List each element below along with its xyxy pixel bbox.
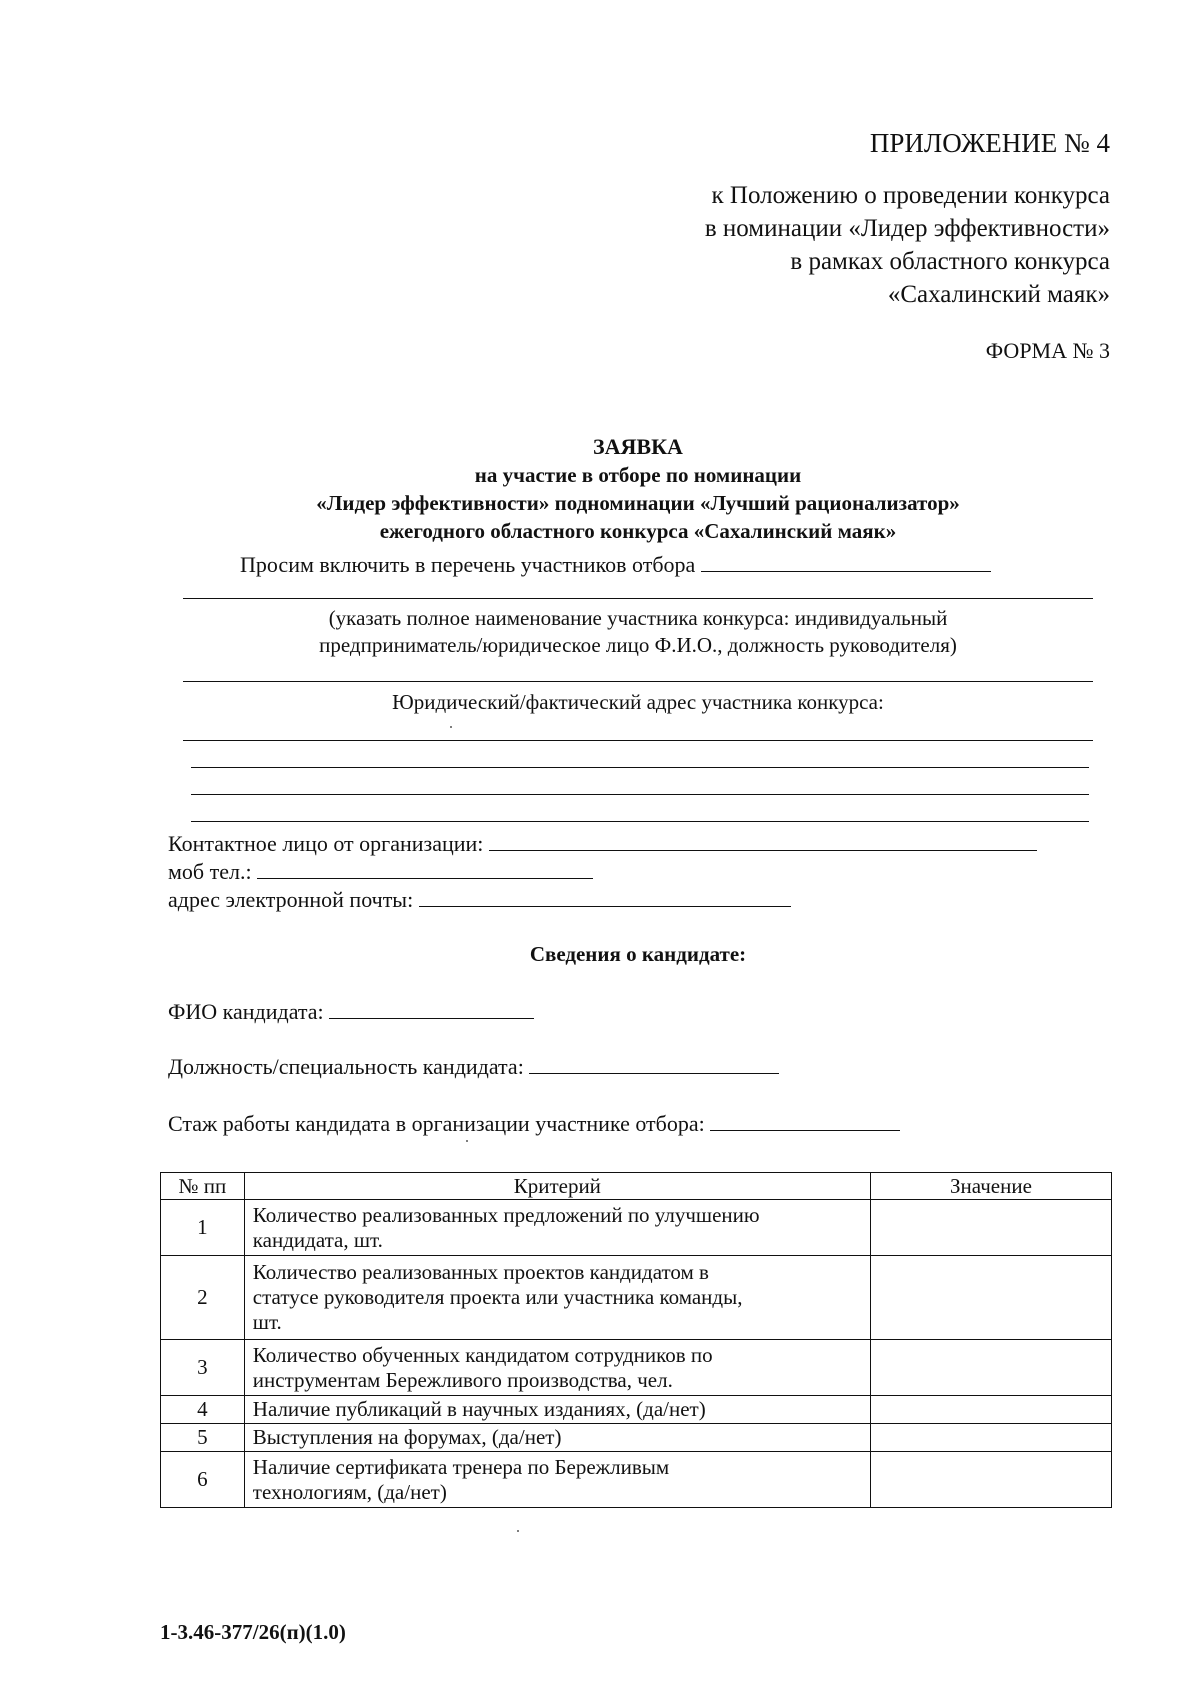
table-row — [161, 1452, 1112, 1508]
email-label: адрес электронной почты: — [168, 887, 414, 912]
appendix-line-2: в номинации «Лидер эффективности» — [704, 215, 1110, 242]
hint-line-2: предприниматель/юридическое лицо Ф.И.О., должность руководителя) — [319, 633, 957, 657]
appendix-line-3: в рамках областного конкурса — [790, 248, 1110, 275]
mobile-row — [168, 856, 593, 885]
email-field[interactable] — [419, 884, 791, 907]
appendix-line-4: «Сахалинский маяк» — [887, 281, 1110, 308]
criterion-line: Выступления на форумах, (да/нет) — [252, 1425, 562, 1449]
table-row — [161, 1396, 1112, 1424]
header-value: Значение — [870, 1173, 1111, 1200]
scan-speck — [450, 726, 452, 728]
request-line — [240, 549, 991, 578]
row-value-cell[interactable] — [870, 1200, 1111, 1256]
row-criterion — [244, 1424, 870, 1452]
candidate-name-field[interactable] — [329, 996, 534, 1019]
row-value-cell[interactable] — [870, 1452, 1111, 1508]
row-criterion — [244, 1340, 870, 1396]
table-header-row — [161, 1173, 1112, 1200]
candidate-experience-row — [168, 1108, 900, 1137]
table-row — [161, 1424, 1112, 1452]
email-row — [168, 884, 791, 913]
candidate-position-field[interactable] — [529, 1051, 779, 1074]
candidate-experience-field[interactable] — [710, 1108, 900, 1131]
candidate-section-title: Сведения о кандидате: — [529, 942, 747, 966]
candidate-name-row — [168, 996, 534, 1025]
table-row — [161, 1256, 1112, 1340]
contact-person-row — [168, 828, 1037, 857]
row-value-cell[interactable] — [870, 1424, 1111, 1452]
row-criterion — [244, 1396, 870, 1424]
heading-line-3: ежегодного областного конкурса «Сахалинский маяк» — [379, 519, 897, 543]
address-label: Юридический/фактический адрес участника конкурса: — [392, 690, 884, 714]
form-number: ФОРМА № 3 — [985, 338, 1110, 363]
row-criterion — [244, 1200, 870, 1256]
scan-speck — [517, 1530, 519, 1532]
criterion-line: Наличие сертификата тренера по Бережливым — [252, 1454, 670, 1479]
request-text: Просим включить в перечень участников отбора — [240, 552, 696, 577]
heading-line-1: на участие в отборе по номинации — [474, 463, 802, 487]
row-number: 3 — [161, 1340, 245, 1396]
address-line-2[interactable] — [191, 767, 1089, 768]
criterion-line: Количество реализованных предложений по улучшению — [252, 1202, 760, 1227]
participant-name-field[interactable] — [701, 549, 991, 572]
row-value-cell[interactable] — [870, 1396, 1111, 1424]
criterion-line: Количество реализованных проектов кандидатом в — [252, 1260, 709, 1284]
address-line-3[interactable] — [191, 794, 1089, 795]
mobile-label: моб тел.: — [168, 859, 252, 884]
table-row — [161, 1200, 1112, 1256]
candidate-experience-label: Стаж работы кандидата в организации участнике отбора: — [168, 1111, 705, 1136]
row-number: 4 — [161, 1396, 245, 1424]
candidate-position-row — [168, 1051, 779, 1080]
criterion-line: шт. — [252, 1310, 282, 1334]
scan-speck — [466, 1140, 468, 1142]
row-value-cell[interactable] — [870, 1256, 1111, 1340]
row-criterion — [244, 1452, 870, 1508]
criterion-line: статусе руководителя проекта или участника команды, — [252, 1285, 743, 1309]
address-line-1[interactable] — [183, 740, 1093, 741]
participant-head-line[interactable] — [183, 681, 1093, 682]
application-title: ЗАЯВКА — [593, 434, 683, 459]
header-criterion: Критерий — [244, 1173, 870, 1200]
criterion-line: кандидата, шт. — [252, 1227, 383, 1252]
row-criterion — [244, 1256, 870, 1340]
row-number: 6 — [161, 1452, 245, 1508]
header-number: № пп — [161, 1173, 245, 1200]
row-number: 1 — [161, 1200, 245, 1256]
candidate-name-label: ФИО кандидата: — [168, 999, 324, 1024]
contact-person-label: Контактное лицо от организации: — [168, 831, 484, 856]
criterion-line: Количество обученных кандидатом сотрудников по — [252, 1342, 713, 1367]
table-row — [161, 1340, 1112, 1396]
criterion-line: инструментам Бережливого производства, чел. — [252, 1367, 673, 1392]
contact-person-field[interactable] — [489, 828, 1037, 851]
row-number: 2 — [161, 1256, 245, 1340]
candidate-position-label: Должность/специальность кандидата: — [168, 1054, 524, 1079]
participant-name-line[interactable] — [183, 598, 1093, 599]
hint-line-1: (указать полное наименование участника конкурса: индивидуальный — [328, 606, 948, 630]
criterion-line: технологиям, (да/нет) — [252, 1479, 447, 1504]
address-line-4[interactable] — [191, 821, 1089, 822]
mobile-field[interactable] — [257, 856, 593, 879]
document-code: 1-3.46-377/26(п)(1.0) — [160, 1620, 346, 1644]
row-number: 5 — [161, 1424, 245, 1452]
criteria-table — [160, 1172, 1112, 1508]
row-value-cell[interactable] — [870, 1340, 1111, 1396]
appendix-line-1: к Положению о проведении конкурса — [711, 182, 1110, 209]
criterion-line: Наличие публикаций в научных изданиях, (да/нет) — [252, 1397, 706, 1421]
heading-line-2: «Лидер эффективности» подноминации «Лучший рационализатор» — [316, 491, 960, 515]
appendix-title: ПРИЛОЖЕНИЕ № 4 — [869, 128, 1110, 158]
